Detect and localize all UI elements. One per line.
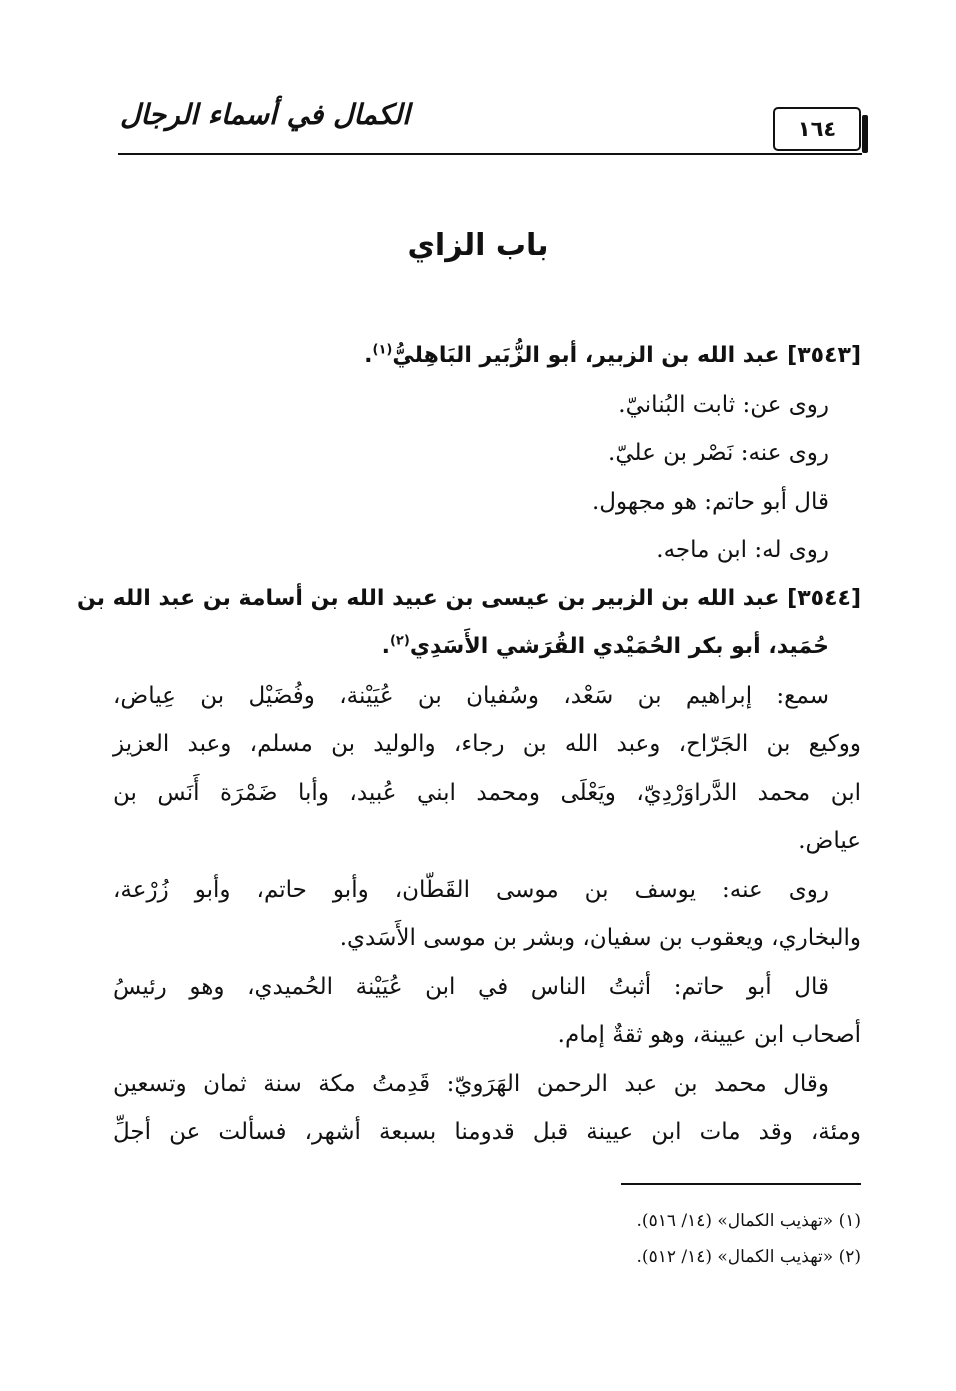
body-line: روى عنه: يوسف بن موسى القَطّان، وأبو حاتم، وأبو زُرْعة، bbox=[113, 876, 829, 903]
entry-heading-text: [٣٥٤٣] عبد الله بن الزبير، أبو الزُّبَير البَاهِليُّ bbox=[392, 343, 861, 368]
body-line: قال أبو حاتم: أثبتُ الناس في ابن عُيَيْنة الحُميدي، وهو رئيسُ bbox=[113, 973, 829, 1000]
body-line: ووكيع بن الجَرّاح، وعبد الله بن رجاء، والوليد بن مسلم، وعبد العزيز bbox=[113, 731, 861, 757]
body-line: سمع: إبراهيم بن سَعْد، وسُفيان بن عُيَيْنة، وفُضَيْل بن عِياض، bbox=[113, 682, 829, 709]
footnote: (١) «تهذيب الكمال» (١٤/ ٥١٦). bbox=[636, 1211, 861, 1231]
body-line: ابن محمد الدَّراوَرْدِيّ، ويَعْلَى ومحمد ابني عُبيد، وأبا ضَمْرَة أَنَس بن bbox=[113, 779, 861, 806]
body-line: عياض. bbox=[798, 828, 861, 854]
entry-heading-3543 bbox=[113, 332, 861, 381]
entry-heading-3544-cont bbox=[113, 623, 861, 672]
entry-heading-tail: . bbox=[364, 343, 373, 368]
body-line: روى عن: ثابت البُنانيّ. bbox=[618, 391, 829, 418]
body-line: روى له: ابن ماجه. bbox=[656, 537, 829, 563]
entry-heading-3544: [٣٥٤٤] عبد الله بن الزبير بن عيسى بن عبيد الله بن أسامة بن عبد الله بن bbox=[76, 585, 861, 611]
entry-heading-text: حُمَيد، أبو بكر الحُمَيْدي القُرَشي الأَسَدِي bbox=[409, 634, 829, 659]
footnote-ref: (١) bbox=[372, 342, 393, 358]
body-line: ومئة، وقد مات ابن عيينة قبل قدومنا بسبعة أشهر، فسألت عن أجلِّ bbox=[113, 1119, 861, 1145]
chapter-title: باب الزاي bbox=[407, 228, 549, 263]
footnotes bbox=[113, 1203, 861, 1275]
body-line: أصحاب ابن عيينة، وهو ثقةٌ إمام. bbox=[557, 1022, 861, 1048]
running-title: الكمال في أسماء الرجال bbox=[120, 98, 410, 131]
body-line: روى عنه: نَصْر بن عليّ. bbox=[608, 440, 829, 466]
footnote: (٢) «تهذيب الكمال» (١٤/ ٥١٢). bbox=[636, 1247, 861, 1267]
body-line: قال أبو حاتم: هو مجهول. bbox=[592, 488, 829, 515]
body-line: والبخاري، ويعقوب بن سفيان، وبشر بن موسى الأَسَدي. bbox=[339, 925, 861, 951]
header-rule bbox=[118, 153, 862, 155]
entry-heading-tail: . bbox=[381, 634, 390, 659]
page-number: ١٦٤ bbox=[773, 107, 861, 151]
footnote-ref: (٢) bbox=[389, 633, 410, 649]
body-line: وقال محمد بن عبد الرحمن الهَرَويّ: قَدِمتُ مكة سنة ثمان وتسعين bbox=[113, 1070, 829, 1097]
body-text bbox=[76, 332, 861, 1157]
footnote-rule bbox=[621, 1183, 861, 1185]
